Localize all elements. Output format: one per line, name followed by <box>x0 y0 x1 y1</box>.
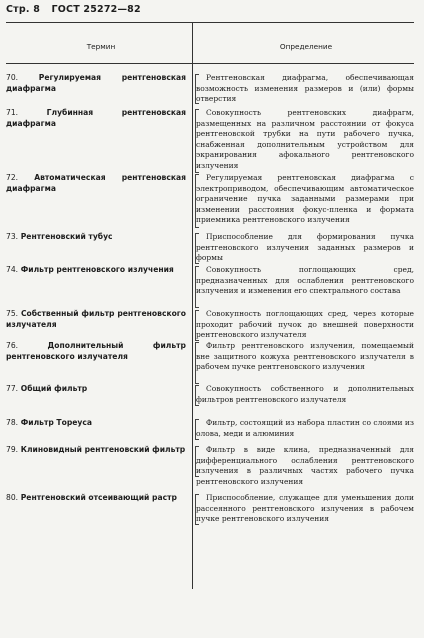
term-cell <box>6 108 186 129</box>
terms-table <box>6 22 414 589</box>
term-cell <box>6 384 186 395</box>
term-text: Клиновидный рентгеновский фильтр <box>20 445 186 454</box>
definition-cell: Приспособление для формирования пучка рентгеновского излучения заданных размеров и формы <box>196 232 414 263</box>
term-text: Рентгеновский отсеивающий растр <box>20 493 177 502</box>
term-cell <box>6 418 186 429</box>
term-number: 70. <box>6 73 19 82</box>
term-text: Общий фильтр <box>20 384 88 393</box>
definition-cell: Регулируемая рентгеновская диафрагма с электроприводом, обеспечивающим автоматическое ограничение пучка заданными размерами при изменении расстояния фокус-пленка и формата приемника рентгеновского излучения <box>196 173 414 225</box>
term-cell <box>6 73 186 94</box>
header-rule <box>6 63 414 64</box>
definition-cell: Совокупность собственного и дополнительных фильтров рентгеновского излучателя <box>196 384 414 404</box>
term-number: 74. <box>6 265 19 274</box>
term-text: Глубинная рентгеновская диафрагма <box>6 108 186 128</box>
standard-code: ГОСТ 25272—82 <box>51 4 141 15</box>
term-text: Фильтр Тореуса <box>20 418 92 427</box>
term-text: Регулируемая рентгеновская диафрагма <box>6 73 186 93</box>
definition-cell: Фильтр рентгеновского излучения, помещаемый вне защитного кожуха рентгеновского излучателя в рабочем пучке рентгеновского излучения <box>196 341 414 372</box>
term-text: Автоматическая рентгеновская диафрагма <box>6 173 186 193</box>
term-cell <box>6 309 186 330</box>
term-cell <box>6 341 186 362</box>
term-cell <box>6 173 186 194</box>
definition-cell: Совокупность поглощающих сред, предназначенных для ослабления рентгеновского излучения и изменения его спектрального состава <box>196 265 414 296</box>
term-number: 76. <box>6 341 19 350</box>
term-text: Дополнительный фильтр рентгеновского излучателя <box>6 341 186 361</box>
term-number: 72. <box>6 173 19 182</box>
definition-column-header: Определение <box>279 42 333 51</box>
definition-cell: Совокупность поглощающих сред, через которые проходит рабочий пучок до внешней поверхности рентгеновского излучателя <box>196 309 414 340</box>
definition-cell: Приспособление, служащее для уменьшения доли рассеянного рентгеновского излучения в рабочем пучке рентгеновского излучения <box>196 493 414 524</box>
term-cell <box>6 232 186 243</box>
definition-cell: Фильтр в виде клина, предназначенный для дифференциального ослабления рентгеновского излучения в различных частях рабочего пучка рентгеновского излучения <box>196 445 414 486</box>
term-number: 77. <box>6 384 19 393</box>
term-cell <box>6 265 186 276</box>
column-divider <box>192 23 193 589</box>
term-number: 79. <box>6 445 19 454</box>
term-column-header: Термин <box>86 42 116 51</box>
term-number: 78. <box>6 418 19 427</box>
term-number: 75. <box>6 309 19 318</box>
page-number: Стр. 8 <box>6 4 41 15</box>
term-cell <box>6 493 186 504</box>
term-text: Рентгеновский тубус <box>20 232 113 241</box>
page-header <box>6 4 141 15</box>
term-text: Собственный фильтр рентгеновского излучателя <box>6 309 186 329</box>
term-number: 71. <box>6 108 19 117</box>
term-text: Фильтр рентгеновского излучения <box>20 265 174 274</box>
term-number: 80. <box>6 493 19 502</box>
definition-cell: Фильтр, состоящий из набора пластин со слоями из олова, меди и алюминия <box>196 418 414 438</box>
term-number: 73. <box>6 232 19 241</box>
term-cell <box>6 445 186 456</box>
definition-cell: Совокупность рентгеновских диафрагм, размещенных на различном расстоянии от фокуса рентгеновской трубки на пути рабочего пучка, снабженная дополнительным устройством для экранирования афокального рентгеновского излучения <box>196 108 414 170</box>
definition-cell: Рентгеновская диафрагма, обеспечивающая возможность изменения размеров и (или) формы отверстия <box>196 73 414 104</box>
